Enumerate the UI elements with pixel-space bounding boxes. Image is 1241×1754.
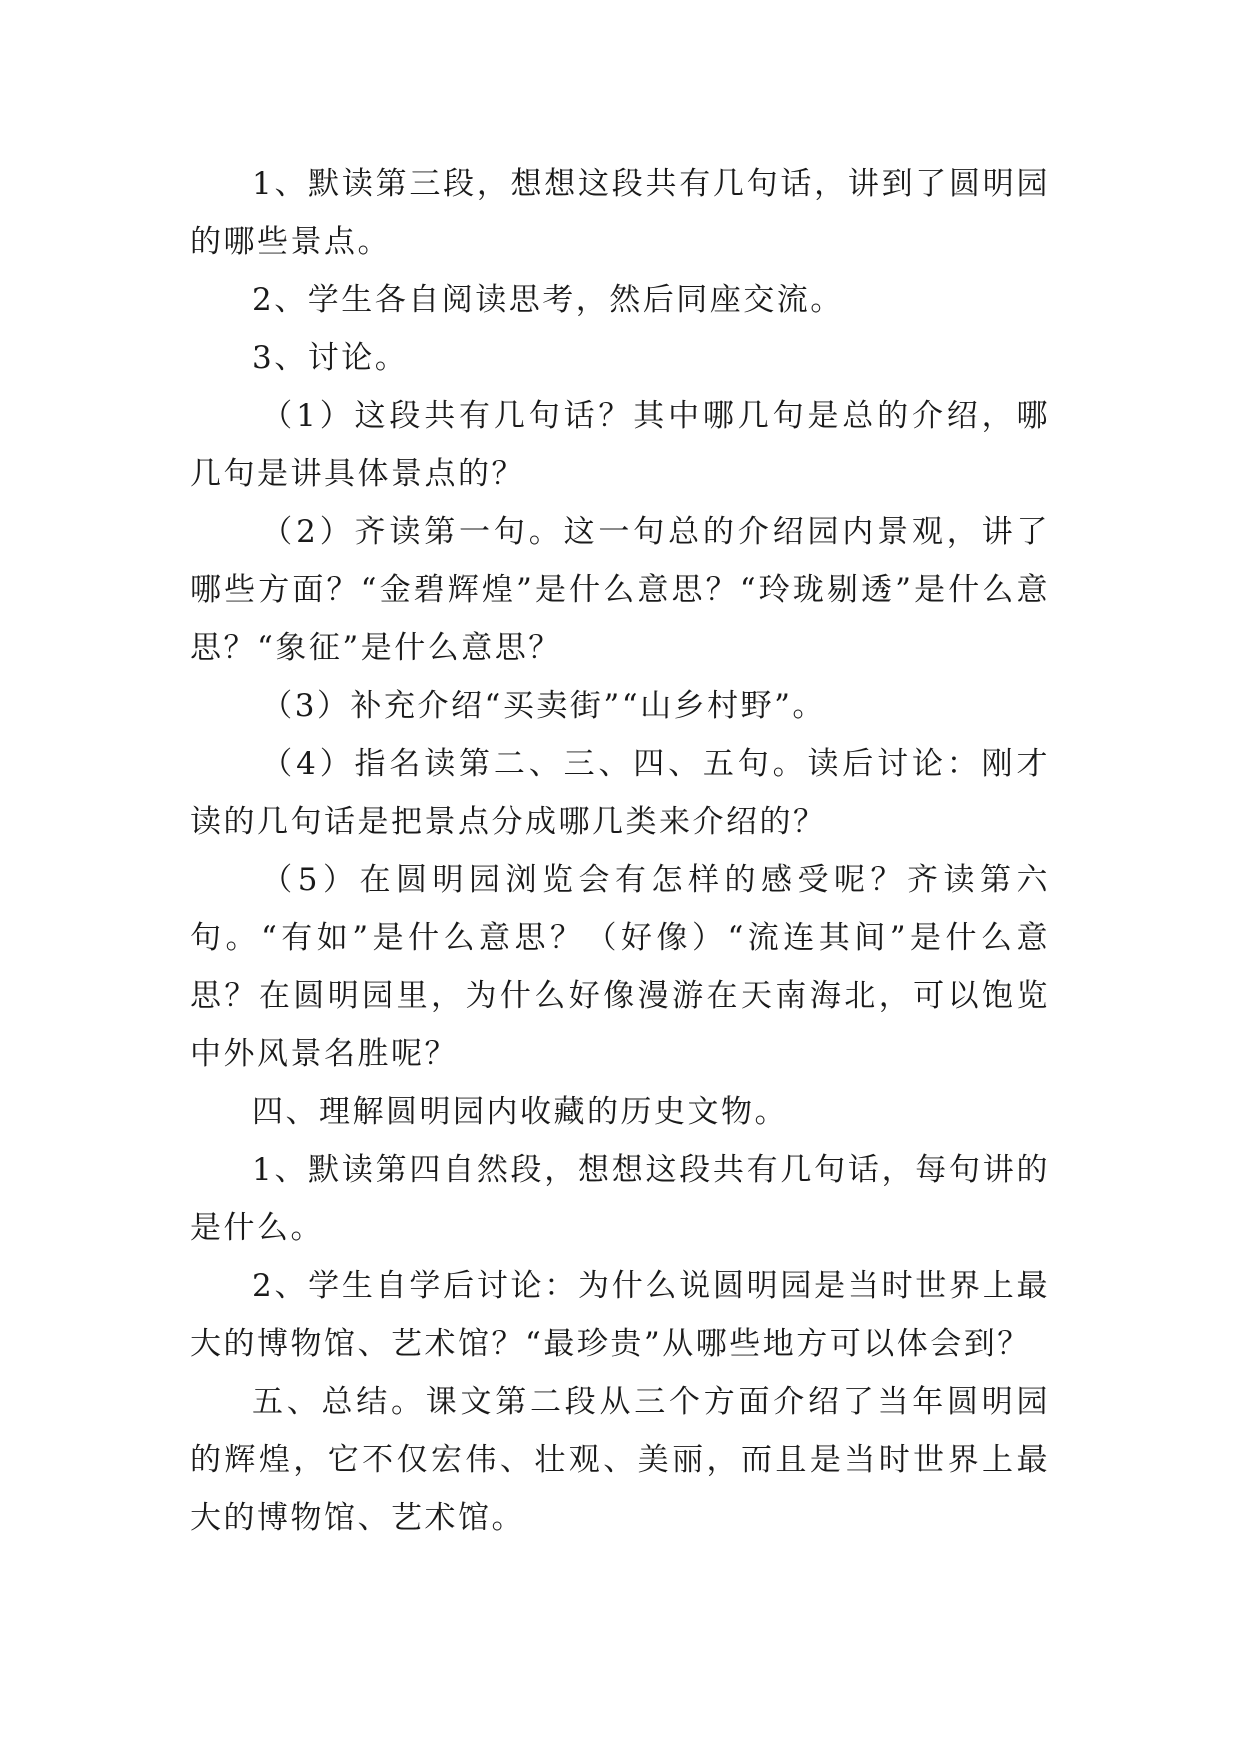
document-body (190, 155, 1050, 1547)
paragraph-question-5: （5）在圆明园浏览会有怎样的感受呢？齐读第六句。“有如”是什么意思？（好像）“流连其间”是什么意思？在圆明园里，为什么好像漫游在天南海北，可以饱览中外风景名胜呢？ (190, 862, 1050, 1072)
paragraph-step-3-discussion: 3、讨论。 (252, 340, 409, 376)
paragraph-section-four-step-1: 1、默读第四自然段，想想这段共有几句话，每句讲的是什么。 (190, 1152, 1050, 1246)
paragraph-step-1-silent-reading: 1、默读第三段，想想这段共有几句话，讲到了圆明园的哪些景点。 (190, 166, 1050, 260)
paragraph-question-4: （4）指名读第二、三、四、五句。读后讨论：刚才读的几句话是把景点分成哪几类来介绍的？ (190, 746, 1050, 840)
paragraph-section-four-step-2: 2、学生自学后讨论：为什么说圆明园是当时世界上最大的博物馆、艺术馆？“最珍贵”从哪些地方可以体会到？ (190, 1268, 1050, 1362)
paragraph-section-four-heading: 四、理解圆明园内收藏的历史文物。 (252, 1094, 788, 1130)
paragraph-question-2: （2）齐读第一句。这一句总的介绍园内景观，讲了哪些方面？“金碧辉煌”是什么意思？“玲珑剔透”是什么意思？“象征”是什么意思？ (190, 514, 1050, 666)
paragraph-section-five-summary: 五、总结。课文第二段从三个方面介绍了当年圆明园的辉煌，它不仅宏伟、壮观、美丽，而且是当时世界上最大的博物馆、艺术馆。 (190, 1384, 1050, 1536)
paragraph-question-3: （3）补充介绍“买卖街”“山乡村野”。 (261, 688, 826, 724)
paragraph-question-1: （1）这段共有几句话？其中哪几句是总的介绍，哪几句是讲具体景点的？ (190, 398, 1050, 492)
paragraph-step-2-self-study: 2、学生各自阅读思考，然后同座交流。 (252, 282, 844, 318)
